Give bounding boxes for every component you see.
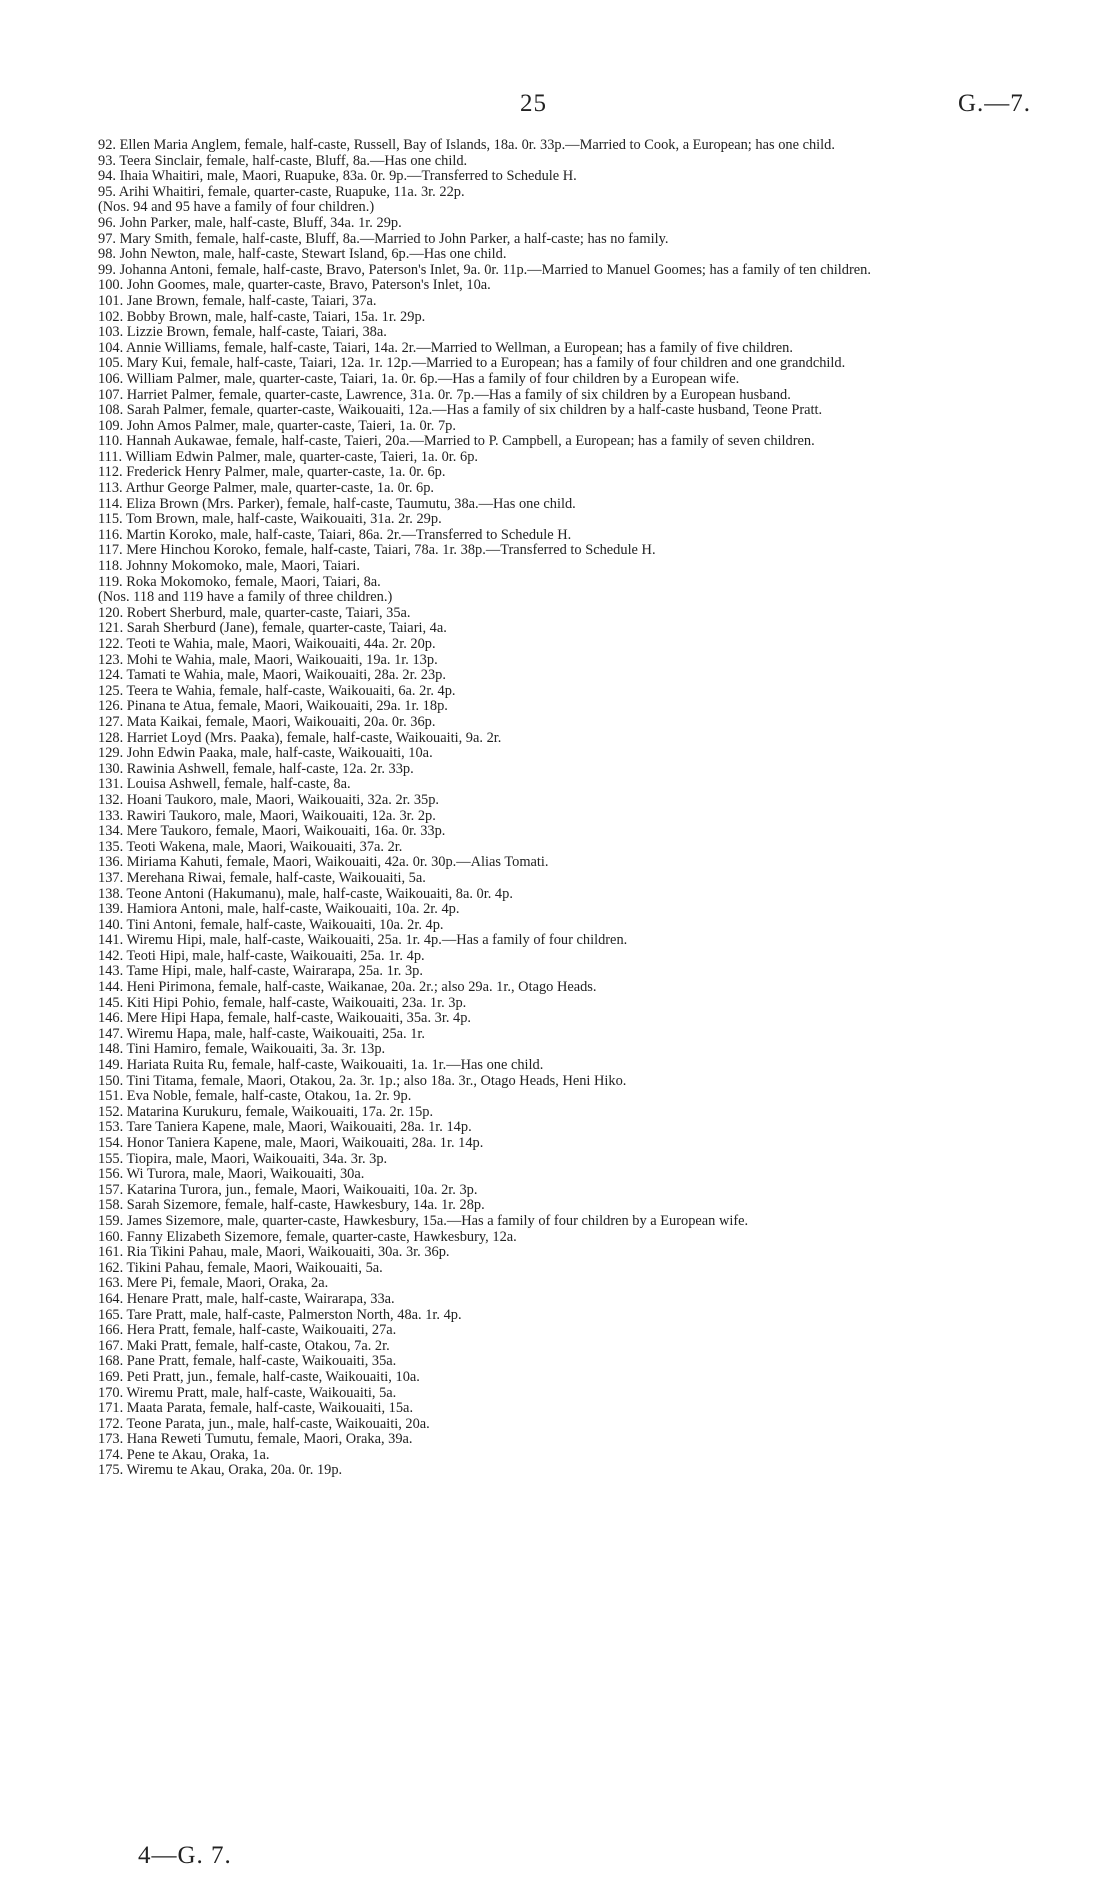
schedule-entry: 117. Mere Hinchou Koroko, female, half-caste, Taiari, 78a. 1r. 38p.—Transferred to Schedule H. [98, 542, 656, 559]
schedule-entry: 171. Maata Parata, female, half-caste, Waikouaiti, 15a. [98, 1400, 414, 1417]
schedule-entry: 92. Ellen Maria Anglem, female, half-caste, Russell, Bay of Islands, 18a. 0r. 33p.—Married to Cook, a European; has one child. [98, 137, 835, 153]
schedule-entry: 161. Ria Tikini Pahau, male, Maori, Waikouaiti, 30a. 3r. 36p. [98, 1244, 450, 1261]
schedule-entry: 122. Teoti te Wahia, male, Maori, Waikouaiti, 44a. 2r. 20p. [98, 636, 436, 652]
schedule-entry: 162. Tikini Pahau, female, Maori, Waikouaiti, 5a. [98, 1259, 383, 1276]
schedule-entry: 100. John Goomes, male, quarter-caste, Bravo, Paterson's Inlet, 10a. [98, 277, 491, 294]
schedule-entry: 163. Mere Pi, female, Maori, Oraka, 2a. [98, 1275, 329, 1292]
schedule-entry: 124. Tamati te Wahia, male, Maori, Waikouaiti, 28a. 2r. 23p. [98, 667, 446, 684]
schedule-entry: 152. Matarina Kurukuru, female, Waikouaiti, 17a. 2r. 15p. [98, 1103, 434, 1120]
schedule-entry: 151. Eva Noble, female, half-caste, Otakou, 1a. 2r. 9p. [98, 1088, 412, 1105]
schedule-entry: 168. Pane Pratt, female, half-caste, Waikouaiti, 35a. [98, 1353, 397, 1370]
schedule-entry: 116. Martin Koroko, male, half-caste, Taiari, 86a. 2r.—Transferred to Schedule H. [98, 526, 572, 543]
schedule-entry: 135. Teoti Wakena, male, Maori, Waikouaiti, 37a. 2r. [98, 838, 403, 855]
schedule-entry: 169. Peti Pratt, jun., female, half-caste, Waikouaiti, 10a. [98, 1368, 420, 1385]
schedule-entry: 106. William Palmer, male, quarter-caste, Taiari, 1a. 0r. 6p.—Has a family of four children by a European wife. [98, 370, 740, 387]
schedule-entry: 131. Louisa Ashwell, female, half-caste, 8a. [98, 776, 351, 793]
schedule-entry: 155. Tiopira, male, Maori, Waikouaiti, 34a. 3r. 3p. [98, 1150, 388, 1167]
schedule-entry: 111. William Edwin Palmer, male, quarter-caste, Taieri, 1a. 0r. 6p. [98, 448, 478, 465]
schedule-entry: 113. Arthur George Palmer, male, quarter-caste, 1a. 0r. 6p. [98, 480, 435, 497]
schedule-entry: 119. Roka Mokomoko, female, Maori, Taiari, 8a. [98, 573, 381, 590]
schedule-entry: 107. Harriet Palmer, female, quarter-caste, Lawrence, 31a. 0r. 7p.—Has a family of six children by a European husband. [98, 386, 791, 403]
schedule-entry: 148. Tini Hamiro, female, Waikouaiti, 3a. 3r. 13p. [98, 1041, 386, 1058]
schedule-entry: 136. Miriama Kahuti, female, Maori, Waikouaiti, 42a. 0r. 30p.—Alias Tomati. [98, 854, 549, 871]
schedule-entry: 126. Pinana te Atua, female, Maori, Waikouaiti, 29a. 1r. 18p. [98, 698, 448, 715]
schedule-entry: 160. Fanny Elizabeth Sizemore, female, quarter-caste, Hawkesbury, 12a. [98, 1228, 517, 1245]
schedule-entry: 94. Ihaia Whaitiri, male, Maori, Ruapuke, 83a. 0r. 9p.—Transferred to Schedule H. [98, 168, 577, 185]
schedule-entry: 129. John Edwin Paaka, male, half-caste, Waikouaiti, 10a. [98, 745, 433, 762]
schedule-entry: 144. Heni Pirimona, female, half-caste, Waikanae, 20a. 2r.; also 29a. 1r., Otago Heads. [98, 979, 597, 996]
schedule-entry: 166. Hera Pratt, female, half-caste, Waikouaiti, 27a. [98, 1322, 397, 1339]
schedule-entry: 132. Hoani Taukoro, male, Maori, Waikouaiti, 32a. 2r. 35p. [98, 791, 440, 808]
schedule-entry: 105. Mary Kui, female, half-caste, Taiari, 12a. 1r. 12p.—Married to a European; has a family of four children and one grandchild. [98, 355, 846, 372]
schedule-entry: (Nos. 118 and 119 have a family of three children.) [98, 589, 393, 606]
schedule-entry: 112. Frederick Henry Palmer, male, quarter-caste, 1a. 0r. 6p. [98, 464, 446, 481]
schedule-entry: 128. Harriet Loyd (Mrs. Paaka), female, half-caste, Waikouaiti, 9a. 2r. [98, 729, 502, 746]
schedule-entry: 149. Hariata Ruita Ru, female, half-caste, Waikouaiti, 1a. 1r.—Has one child. [98, 1057, 544, 1074]
schedule-entry: 159. James Sizemore, male, quarter-caste, Hawkesbury, 15a.—Has a family of four children by a European wife. [98, 1212, 749, 1229]
schedule-entry: 174. Pene te Akau, Oraka, 1a. [98, 1446, 270, 1463]
schedule-entry: 147. Wiremu Hapa, male, half-caste, Waikouaiti, 25a. 1r. [98, 1025, 426, 1042]
schedule-entry: 143. Tame Hipi, male, half-caste, Wairarapa, 25a. 1r. 3p. [98, 963, 423, 980]
schedule-entry: 127. Mata Kaikai, female, Maori, Waikouaiti, 20a. 0r. 36p. [98, 713, 436, 730]
schedule-entry: 157. Katarina Turora, jun., female, Maori, Waikouaiti, 10a. 2r. 3p. [98, 1181, 478, 1198]
schedule-entry: 140. Tini Antoni, female, half-caste, Waikouaiti, 10a. 2r. 4p. [98, 916, 444, 933]
schedule-entry: 118. Johnny Mokomoko, male, Maori, Taiari. [98, 558, 360, 575]
schedule-entry: 138. Teone Antoni (Hakumanu), male, half-caste, Waikouaiti, 8a. 0r. 4p. [98, 885, 513, 902]
schedule-entry: 103. Lizzie Brown, female, half-caste, Taiari, 38a. [98, 324, 387, 341]
schedule-entry: 96. John Parker, male, half-caste, Bluff, 34a. 1r. 29p. [98, 214, 402, 231]
schedule-entry: 109. John Amos Palmer, male, quarter-caste, Taieri, 1a. 0r. 7p. [98, 417, 456, 434]
schedule-entry: 123. Mohi te Wahia, male, Maori, Waikouaiti, 19a. 1r. 13p. [98, 651, 438, 668]
schedule-entry: (Nos. 94 and 95 have a family of four children.) [98, 199, 375, 216]
schedule-entry: 121. Sarah Sherburd (Jane), female, quarter-caste, Taiari, 4a. [98, 620, 447, 637]
schedule-entry: 146. Mere Hipi Hapa, female, half-caste, Waikouaiti, 35a. 3r. 4p. [98, 1010, 472, 1027]
schedule-entry: 114. Eliza Brown (Mrs. Parker), female, half-caste, Taumutu, 38a.—Has one child. [98, 495, 576, 512]
schedule-entry: 165. Tare Pratt, male, half-caste, Palmerston North, 48a. 1r. 4p. [98, 1306, 462, 1323]
schedule-entry: 93. Teera Sinclair, female, half-caste, Bluff, 8a.—Has one child. [98, 152, 468, 169]
schedule-entry: 156. Wi Turora, male, Maori, Waikouaiti, 30a. [98, 1166, 365, 1183]
schedule-entry: 142. Teoti Hipi, male, half-caste, Waikouaiti, 25a. 1r. 4p. [98, 947, 425, 964]
schedule-entry: 145. Kiti Hipi Pohio, female, half-caste, Waikouaiti, 23a. 1r. 3p. [98, 994, 467, 1011]
schedule-entry: 164. Henare Pratt, male, half-caste, Wairarapa, 33a. [98, 1290, 395, 1307]
schedule-entry: 120. Robert Sherburd, male, quarter-caste, Taiari, 35a. [98, 604, 411, 621]
schedule-entry: 95. Arihi Whaitiri, female, quarter-caste, Ruapuke, 11a. 3r. 22p. [98, 183, 465, 200]
schedule-entry-list [62, 138, 1022, 1479]
schedule-entry: 101. Jane Brown, female, half-caste, Taiari, 37a. [98, 292, 377, 309]
schedule-entry: 110. Hannah Aukawae, female, half-caste, Taieri, 20a.—Married to P. Campbell, a European; has a family of seven children. [98, 433, 815, 450]
schedule-entry: 153. Tare Taniera Kapene, male, Maori, Waikouaiti, 28a. 1r. 14p. [98, 1119, 472, 1136]
schedule-entry: 104. Annie Williams, female, half-caste, Taiari, 14a. 2r.—Married to Wellman, a European; has a family of five children. [98, 339, 793, 356]
schedule-entry: 154. Honor Taniera Kapene, male, Maori, Waikouaiti, 28a. 1r. 14p. [98, 1135, 484, 1151]
printer-signature: 4—G. 7. [138, 1842, 232, 1869]
schedule-entry: 98. John Newton, male, half-caste, Stewart Island, 6p.—Has one child. [98, 246, 507, 263]
schedule-entry: 139. Hamiora Antoni, male, half-caste, Waikouaiti, 10a. 2r. 4p. [98, 901, 460, 918]
schedule-entry: 150. Tini Titama, female, Maori, Otakou, 2a. 3r. 1p.; also 18a. 3r., Otago Heads, Heni Hiko. [98, 1072, 627, 1089]
document-reference: G.—7. [958, 90, 1032, 117]
schedule-entry: 133. Rawiri Taukoro, male, Maori, Waikouaiti, 12a. 3r. 2p. [98, 807, 436, 824]
schedule-entry: 137. Merehana Riwai, female, half-caste, Waikouaiti, 5a. [98, 869, 426, 886]
schedule-entry: 175. Wiremu te Akau, Oraka, 20a. 0r. 19p. [98, 1462, 343, 1479]
schedule-entry: 130. Rawinia Ashwell, female, half-caste, 12a. 2r. 33p. [98, 760, 414, 777]
schedule-entry: 172. Teone Parata, jun., male, half-caste, Waikouaiti, 20a. [98, 1415, 430, 1432]
page-number: 25 [520, 90, 547, 117]
schedule-entry: 134. Mere Taukoro, female, Maori, Waikouaiti, 16a. 0r. 33p. [98, 823, 446, 840]
schedule-entry: 97. Mary Smith, female, half-caste, Bluff, 8a.—Married to John Parker, a half-caste; has no family. [98, 230, 669, 247]
schedule-entry: 158. Sarah Sizemore, female, half-caste, Hawkesbury, 14a. 1r. 28p. [98, 1197, 485, 1214]
schedule-entry: 125. Teera te Wahia, female, half-caste, Waikouaiti, 6a. 2r. 4p. [98, 682, 456, 699]
schedule-entry: 167. Maki Pratt, female, half-caste, Otakou, 7a. 2r. [98, 1337, 390, 1354]
schedule-entry: 141. Wiremu Hipi, male, half-caste, Waikouaiti, 25a. 1r. 4p.—Has a family of four children. [98, 932, 628, 949]
schedule-entry: 102. Bobby Brown, male, half-caste, Taiari, 15a. 1r. 29p. [98, 308, 426, 325]
schedule-entry: 115. Tom Brown, male, half-caste, Waikouaiti, 31a. 2r. 29p. [98, 511, 442, 528]
schedule-entry: 108. Sarah Palmer, female, quarter-caste, Waikouaiti, 12a.—Has a family of six children by a half-caste husband, Teone Pratt. [98, 402, 823, 419]
schedule-entry: 99. Johanna Antoni, female, half-caste, Bravo, Paterson's Inlet, 9a. 0r. 11p.—Married to Manuel Goomes; has a family of ten children. [98, 261, 871, 278]
schedule-entry: 173. Hana Reweti Tumutu, female, Maori, Oraka, 39a. [98, 1431, 413, 1448]
schedule-entry: 170. Wiremu Pratt, male, half-caste, Waikouaiti, 5a. [98, 1384, 397, 1401]
